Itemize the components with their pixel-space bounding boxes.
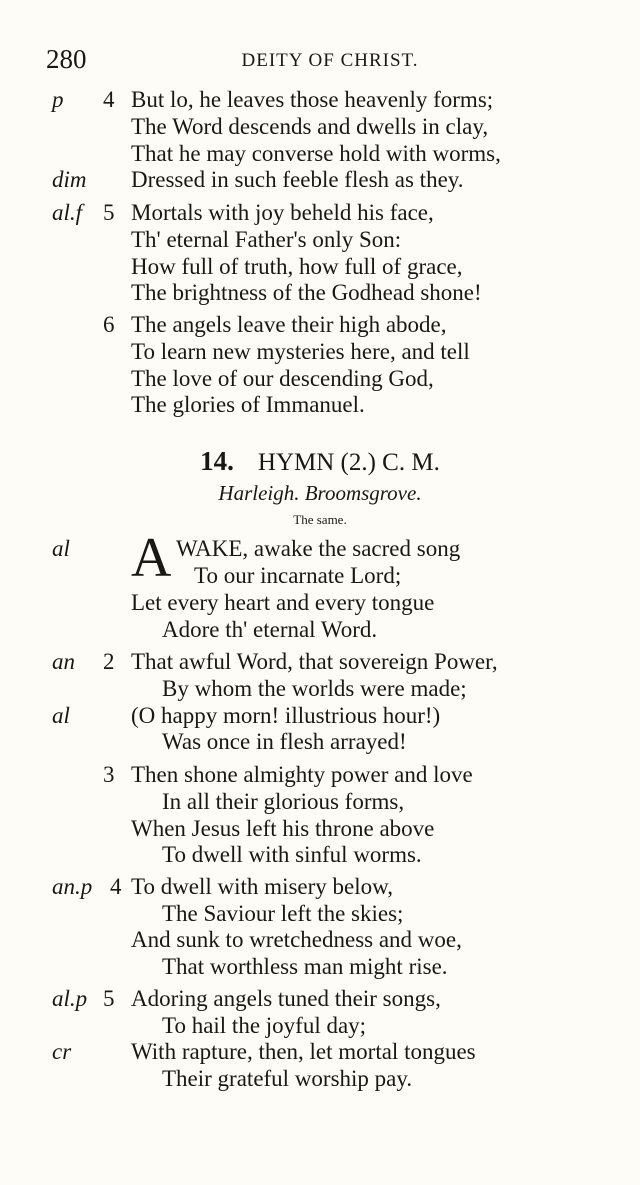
verse-line — [0, 253, 640, 280]
verse-text: The Word descends and dwells in clay, — [131, 114, 489, 139]
verse-line — [0, 535, 640, 562]
verse-text: To dwell with misery below, — [131, 874, 393, 899]
verse-line — [0, 589, 640, 616]
verse-line — [0, 226, 640, 253]
verse-text: Was once in flesh arrayed! — [162, 729, 407, 754]
verse-line — [0, 815, 640, 842]
verse-line — [0, 953, 640, 980]
verse-text: To hail the joyful day; — [162, 1013, 367, 1038]
verse-line — [0, 900, 640, 927]
verse-line — [0, 926, 640, 953]
page-header — [0, 44, 640, 80]
verse-text: And sunk to wretchedness and woe, — [131, 927, 462, 952]
verse-text: Their grateful worship pay. — [162, 1066, 413, 1091]
dynamic-mark: al — [52, 703, 70, 728]
verse-line — [0, 648, 640, 675]
verse-line — [0, 338, 640, 365]
hymn-heading — [0, 446, 640, 478]
verse-text: Mortals with joy beheld his face, — [131, 200, 434, 225]
verse-line — [0, 675, 640, 702]
verse-line — [0, 728, 640, 755]
verse-line — [0, 365, 640, 392]
dynamic-mark: cr — [52, 1039, 72, 1064]
running-title: DEITY OF CHRIST. — [241, 50, 419, 71]
dynamic-mark: an.p — [52, 874, 93, 899]
verse-text: Th' eternal Father's only Son: — [131, 227, 402, 252]
verse-line — [0, 391, 640, 418]
stanza-number: 3 — [103, 762, 115, 787]
verse-text: How full of truth, how full of grace, — [131, 254, 463, 279]
verse-line — [0, 841, 640, 868]
verse-text: The Saviour left the skies; — [162, 901, 404, 926]
verse-text: That awful Word, that sovereign Power, — [131, 649, 498, 674]
verse-text: Then shone almighty power and love — [131, 762, 473, 787]
verse-text: By whom the worlds were made; — [162, 676, 467, 701]
verse-text: To dwell with sinful worms. — [162, 842, 422, 867]
dynamic-mark: dim — [52, 167, 87, 192]
dynamic-mark: al.p — [52, 986, 88, 1011]
drop-cap: A — [131, 527, 172, 589]
stanza-number: 4 — [103, 87, 115, 112]
verse-line — [0, 140, 640, 167]
verse-line — [0, 985, 640, 1012]
verse-line — [0, 761, 640, 788]
verse-text: That worthless man might rise. — [162, 954, 448, 979]
dynamic-mark: al.f — [52, 200, 83, 225]
verse-text: The brightness of the Godhead shone! — [131, 280, 482, 305]
stanza-number: 2 — [103, 649, 115, 674]
verse-text: In all their glorious forms, — [162, 789, 405, 814]
verse-line — [0, 199, 640, 226]
verse-line — [0, 1012, 640, 1039]
verse-text: When Jesus left his throne above — [131, 816, 435, 841]
hymn-number: 14. — [200, 446, 234, 476]
page-number: 280 — [46, 44, 87, 74]
verse-line — [0, 702, 640, 729]
verse-text: Let every heart and every tongue — [131, 590, 435, 615]
verse-text: With rapture, then, let mortal tongues — [131, 1039, 476, 1064]
verse-line — [0, 562, 640, 589]
stanza-number: 5 — [103, 200, 115, 225]
verse-line — [0, 616, 640, 643]
dynamic-mark: an — [52, 649, 75, 674]
verse-line — [0, 873, 640, 900]
verse-text: That he may converse hold with worms, — [131, 141, 501, 166]
verse-line — [0, 86, 640, 113]
stanza-number: 6 — [103, 312, 115, 337]
stanza-number: 4 — [110, 874, 122, 899]
verse-line — [0, 279, 640, 306]
verse-line — [0, 311, 640, 338]
verse-text: The glories of Immanuel. — [131, 392, 365, 417]
dynamic-mark: p — [52, 87, 64, 112]
verse-line — [0, 788, 640, 815]
verse-text: Adore th' eternal Word. — [162, 617, 378, 642]
verse-line — [0, 166, 640, 193]
verse-text: (O happy morn! illustrious hour!) — [131, 703, 441, 728]
author-attribution: The same. — [293, 512, 347, 527]
verse-line — [0, 1038, 640, 1065]
dynamic-mark: al — [52, 536, 70, 561]
hymn-title: HYMN (2.) C. M. — [257, 449, 440, 476]
tune-names: Harleigh. Broomsgrove. — [218, 481, 422, 505]
verse-text: The angels leave their high abode, — [131, 312, 447, 337]
verse-text: The love of our descending God, — [131, 366, 434, 391]
verse-line — [0, 1065, 640, 1092]
verse-line — [0, 113, 640, 140]
verse-text: But lo, he leaves those heavenly forms; — [131, 87, 494, 112]
verse-text: Dressed in such feeble flesh as they. — [131, 167, 464, 192]
verse-text: Adoring angels tuned their songs, — [131, 986, 441, 1011]
stanza-number: 5 — [103, 986, 115, 1011]
verse-text: WAKE, awake the sacred song — [176, 536, 461, 561]
verse-text: To learn new mysteries here, and tell — [131, 339, 470, 364]
verse-text: To our incarnate Lord; — [194, 563, 402, 588]
